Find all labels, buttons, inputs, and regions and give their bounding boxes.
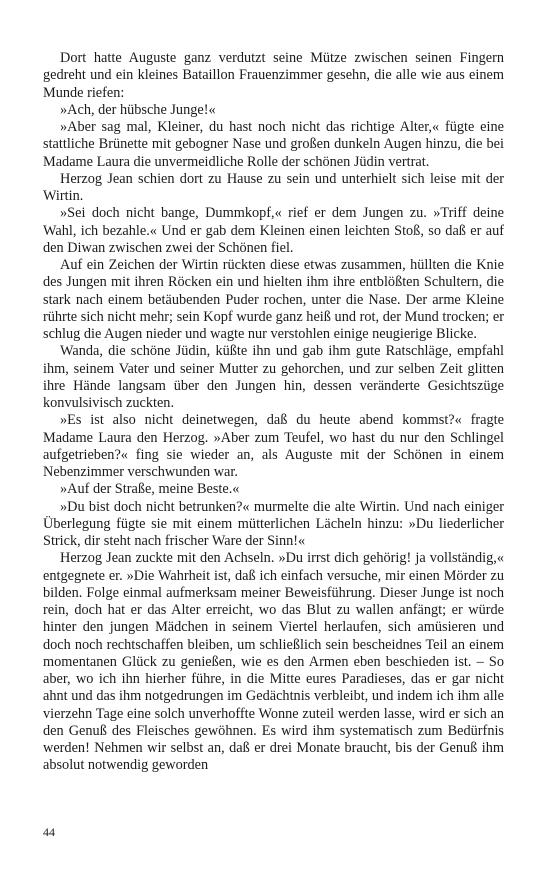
paragraph: Auf ein Zeichen der Wirtin rückten diese etwas zusammen, hüllten die Knie des Jungen mit ihren Röcken ein und hielten ihm ihre entblößten Schultern, die stark nach einem betäubenden Puder rochen, unter die Nase. Der arme Kleine rührte sich nicht mehr; sein Kopf wurde ganz heiß und rot, der Mund trocken; er schlug die Augen nieder und wagte nur verstohlen einige neugierige Blicke. [43, 257, 504, 342]
paragraph: »Auf der Straße, meine Beste.« [60, 481, 240, 498]
paragraph: Herzog Jean schien dort zu Hause zu sein und unterhielt sich leise mit der Wirtin. [43, 170, 504, 204]
paragraph: Herzog Jean zuckte mit den Achseln. »Du irrst dich gehörig! ja vollständig,« entgegnete er. »Die Wahrheit ist, daß ich einfach versuche, mir einen Mörder zu bilden. Folge einmal aufmerksam meiner Beweisführung. Dieser Junge ist noch rein, doch hat er das Alter erreicht, wo das Blut zu wallen anfängt; er würde hinter den jungen Mädchen in seinem Viertel herlaufen, sich amüsieren und doch noch rechtschaffen bleiben, um schließlich sein bescheidnes Teil an einem momentanen Glück zu genießen, wie es den Armen eben beschieden ist. – So aber, wo ich ihn hierher führe, in die Mitte eures Paradieses, das er gar nicht ahnt und das ihm notgedrungen im Gedächtnis verbleibt, und indem ich ihm alle vierzehn Tage eine solch unverhoffte Wonne zuteil werden lasse, wird er sich an den Genuß des Fleisches gewöhnen. Es wird ihm systematisch zum Bedürfnis werden! Nehmen wir selbst an, daß er drei Monate braucht, bis der Genuß ihm absolut notwendig geworden [43, 550, 504, 774]
paragraph: »Sei doch nicht bange, Dummkopf,« rief er dem Jungen zu. »Triff deine Wahl, ich bezahle.« Und er gab dem Kleinen einen leichten Stoß, so daß er auf den Diwan zwischen zwei der Schönen fiel. [43, 205, 504, 256]
paragraph: »Es ist also nicht deinetwegen, daß du heute abend kommst?« fragte Madame Laura den Herzog. »Aber zum Teufel, wo hast du nur den Schlingel aufgetrieben?« fing sie wieder an, als Auguste mit der Schönen in einem Nebenzimmer verschwunden war. [43, 412, 504, 480]
paragraph: »Ach, der hübsche Junge!« [60, 101, 216, 118]
body-text [43, 50, 504, 775]
page-number: 44 [43, 825, 55, 839]
paragraph: »Aber sag mal, Kleiner, du hast noch nicht das richtige Alter,« fügte eine stattliche Brünette mit gebogner Nase und großen dunkeln Augen hinzu, die bei Madame Laura die unvermeidliche Rolle der schönen Jüdin vertrat. [43, 119, 504, 170]
paragraph: »Du bist doch nicht betrunken?« murmelte die alte Wirtin. Und nach einiger Überlegung fügte sie mit einem mütterlichen Lächeln hinzu: »Du liederlicher Strick, dir steht nach frischer Ware der Sinn!« [43, 498, 504, 549]
paragraph: Wanda, die schöne Jüdin, küßte ihn und gab ihm gute Ratschläge, empfahl ihm, seinem Vater und seiner Mutter zu gehorchen, und zur selben Zeit glitten ihre Hände langsam über den Jungen hin, dessen veränderte Gesichtszüge konvulsivisch zuckten. [43, 343, 504, 411]
paragraph: Dort hatte Auguste ganz verdutzt seine Mütze zwischen seinen Fingern gedreht und ein kleines Bataillon Frauenzimmer gesehn, die alle wie aus einem Munde riefen: [43, 50, 504, 101]
